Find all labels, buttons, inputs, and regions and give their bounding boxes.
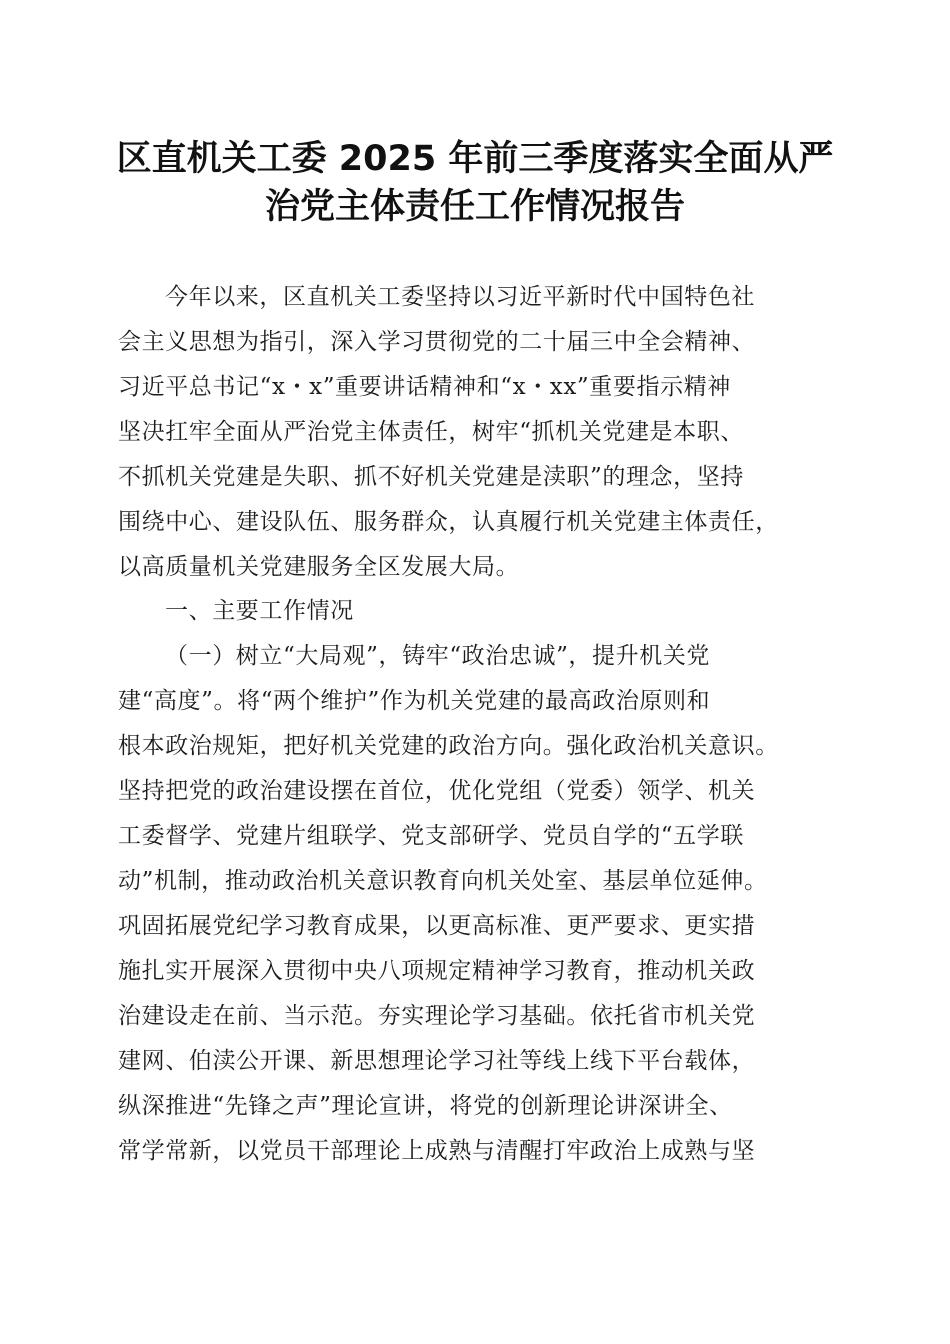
intro-line: 以高质量机关党建服务全区发展大局。 [118,554,520,580]
intro-line: 不抓机关党建是失职、抓不好机关党建是渎职”的理念，坚持 [118,464,744,490]
section-line: 纵深推进“先锋之声”理论宣讲，将党的创新理论讲深讲全、 [118,1093,733,1119]
section-line: 建“高度”。将“两个维护”作为机关党建的最高政治原则和 [118,688,711,714]
intro-line: 围绕中心、建设队伍、服务群众，认真履行机关党建主体责任， [118,509,779,535]
intro-line: 坚决扛牢全面从严治党主体责任，树牢“抓机关党建是本职、 [118,419,744,445]
section-line: 根本政治规矩，把好机关党建的政治方向。强化政治机关意识。 [118,733,779,759]
intro-line: 习近平总书记“x・x”重要讲话精神和“x・xx”重要指示精神 [118,374,731,400]
section-line: 建网、伯渎公开课、新思想理论学习社等线上线下平台载体， [118,1048,756,1074]
section-line: （一）树立“大局观”，铸牢“政治忠诚”，提升机关党 [165,643,711,669]
intro-line: 今年以来，区直机关工委坚持以习近平新时代中国特色社 [165,284,755,310]
section-line: 动”机制，推动政治机关意识教育向机关处室、基层单位延伸。 [118,868,768,894]
section-line: 常学常新，以党员干部理论上成熟与清醒打牢政治上成熟与坚 [118,1138,756,1164]
intro-line: 会主义思想为指引，深入学习贯彻党的二十届三中全会精神、 [118,329,756,355]
section-line: 工委督学、党建片组联学、党支部研学、党员自学的“五学联 [118,823,744,849]
section-heading: 一、主要工作情况 [165,598,354,624]
section-line: 施扎实开展深入贯彻中央八项规定精神学习教育，推动机关政 [118,958,756,984]
section-line: 巩固拓展党纪学习教育成果，以更高标准、更严要求、更实措 [118,913,756,939]
section-line: 坚持把党的政治建设摆在首位，优化党组（党委）领学、机关 [118,778,756,804]
section-line: 治建设走在前、当示范。夯实理论学习基础。依托省市机关党 [118,1003,756,1029]
document-title-line-1: 区直机关工委 2025 年前三季度落实全面从严 [116,139,834,179]
document-title-line-2: 治党主体责任工作情况报告 [264,187,685,227]
